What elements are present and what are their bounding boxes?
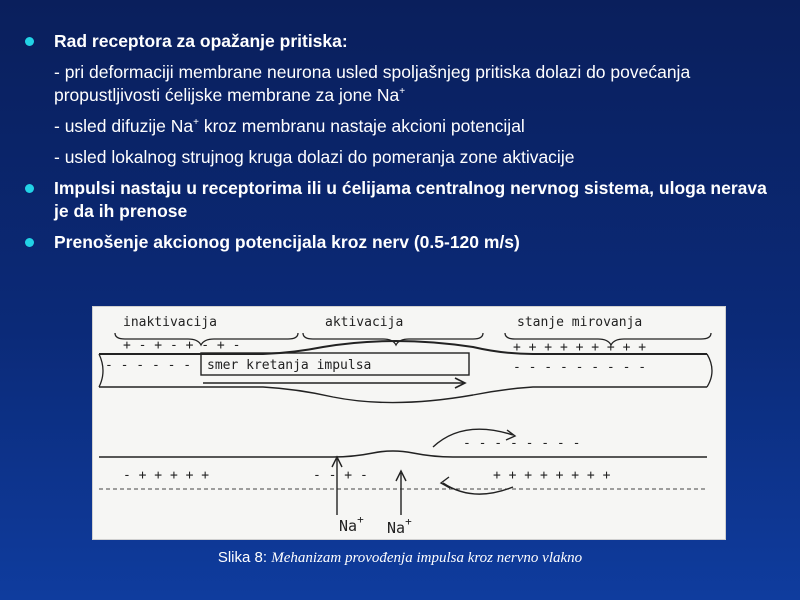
charges-bottom-mid: - - + - — [313, 468, 368, 483]
bullet-dot-icon — [25, 184, 34, 193]
sub-item-deformation — [22, 61, 782, 107]
charges-bottom-inner: - - - - - - - - — [463, 436, 581, 451]
label-na-2: Na+ — [387, 515, 412, 537]
sub-text: - pri deformaciji membrane neurona usled spoljašnjeg pritiska dolazi do povećanja propustljivosti ćelijske membrane za jone Na — [54, 62, 691, 105]
figure-drawing — [93, 307, 725, 539]
bullet-item-transmission — [22, 231, 782, 254]
sub-item-local-current — [22, 146, 782, 169]
caption-label: Slika 8: — [217, 549, 268, 566]
sub-text-end: kroz membranu nastaje akcioni potencijal — [198, 116, 525, 136]
fiber-right-edge — [707, 354, 712, 387]
label-na-1: Na+ — [339, 513, 364, 535]
caption-text: Mehanizam provođenja impulsa kroz nervno vlakno — [271, 550, 583, 566]
sub-text: - usled difuzije Na — [54, 116, 194, 136]
label-inactivation: inaktivacija — [123, 315, 217, 330]
label-activation: aktivacija — [325, 315, 404, 330]
sub-item-diffusion — [22, 115, 782, 138]
charges-inner-left: - - - - - - — [105, 358, 192, 373]
charges-bottom-right: + + + + + + + + — [493, 468, 611, 483]
label-resting: stanje mirovanja — [517, 315, 643, 330]
bullet-text: Rad receptora za opažanje pritiska: — [54, 31, 348, 51]
superscript: + — [399, 86, 406, 98]
bullet-item-receptor — [22, 30, 782, 53]
fiber-left-edge — [99, 354, 103, 387]
charges-top-left: + - + - + - + - — [123, 338, 241, 353]
bullet-dot-icon — [25, 37, 34, 46]
brace-activation — [303, 333, 483, 345]
superscript: + — [193, 117, 199, 129]
bullet-dot-icon — [25, 238, 34, 247]
nerve-fiber-figure — [92, 306, 726, 540]
bullet-list — [22, 30, 782, 262]
bullet-text: Impulsi nastaju u receptorima ili u ćelijama centralnog nervnog sistema, uloga nerava je da ih prenose — [54, 178, 767, 221]
charges-top-right: + + + + + + + + + — [513, 340, 647, 355]
membrane-top-inner — [99, 387, 707, 403]
bullet-item-impulses — [22, 177, 782, 223]
sub-text: - usled lokalnog strujnog kruga dolazi do pomeranja zone aktivacije — [54, 147, 575, 167]
label-direction: smer kretanja impulsa — [207, 358, 372, 373]
membrane-bottom — [99, 451, 707, 457]
figure-caption — [0, 549, 800, 567]
charges-bottom-left: - + + + + + — [123, 468, 210, 483]
charges-inner-right: - - - - - - - - - — [513, 360, 647, 375]
bullet-text: Prenošenje akcionog potencijala kroz nerv (0.5-120 m/s) — [54, 232, 520, 252]
